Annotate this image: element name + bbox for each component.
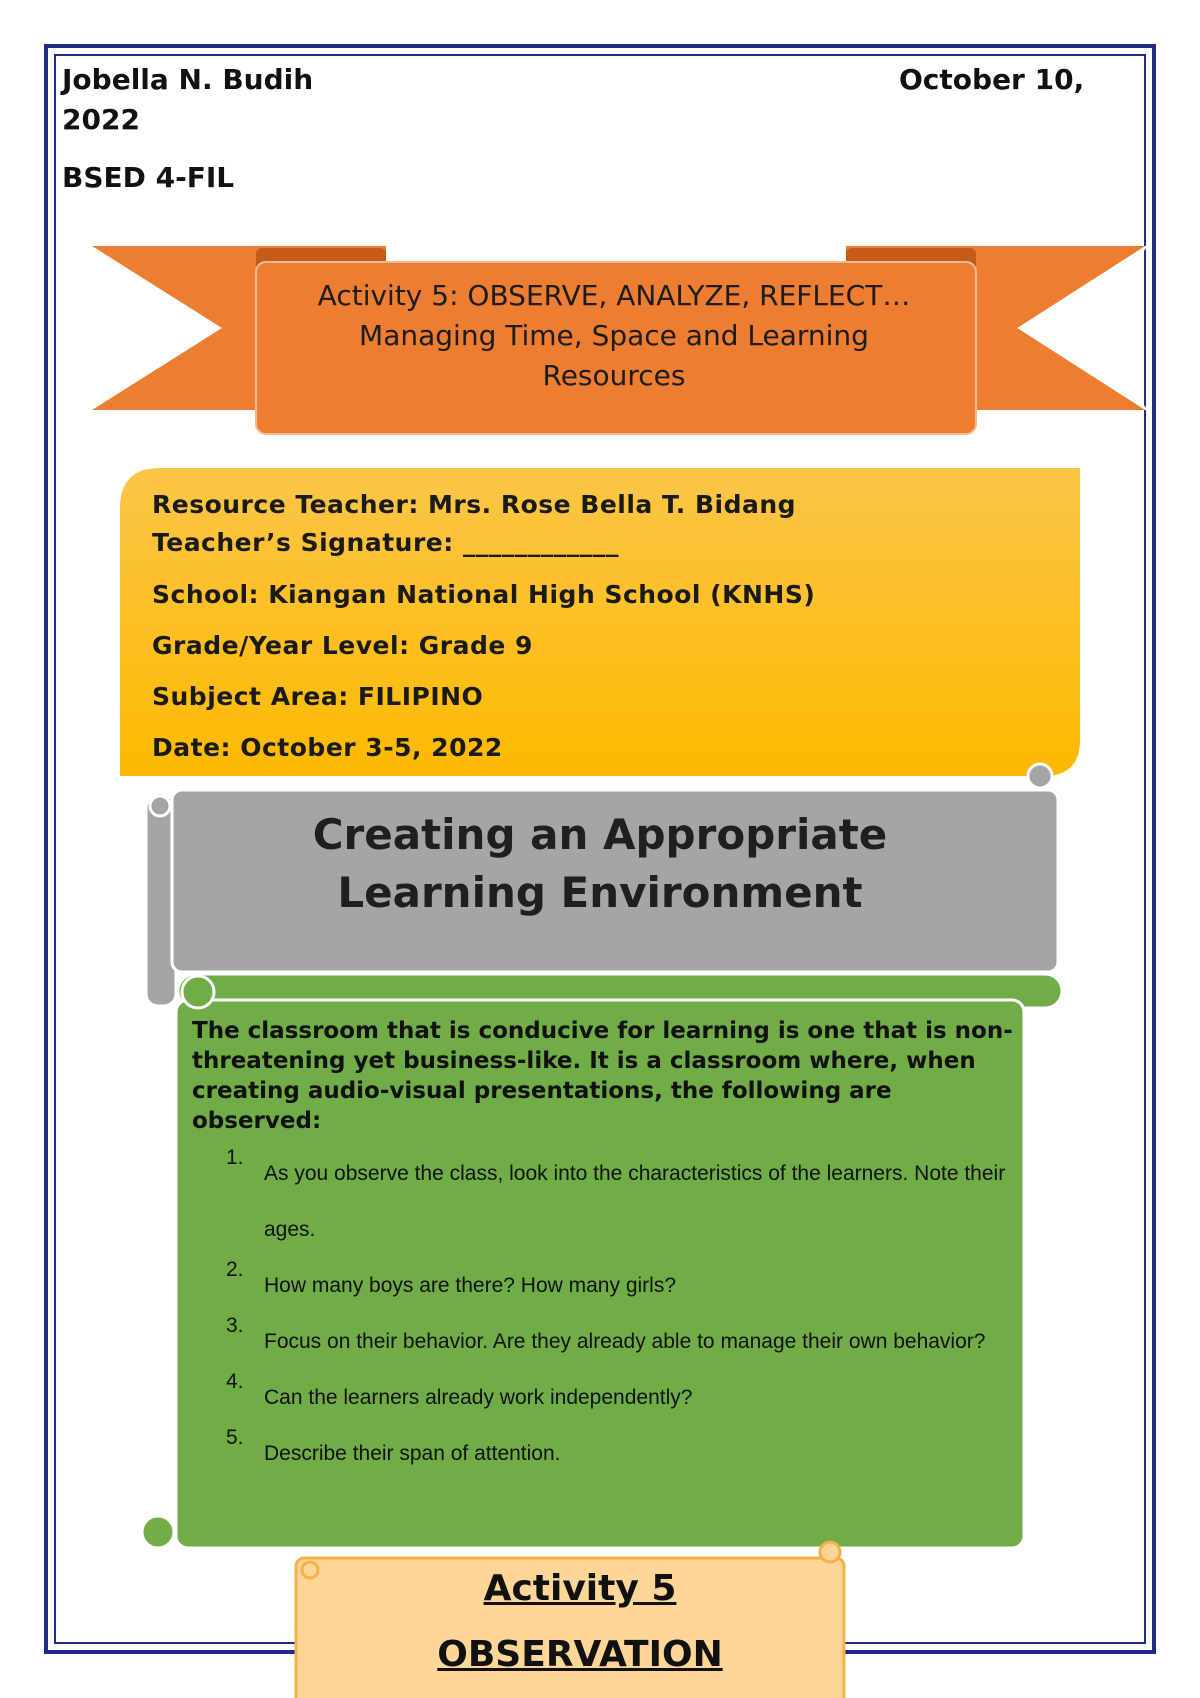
course-section: BSED 4-FIL	[62, 161, 235, 194]
list-item-text: Can the learners already work independently?	[264, 1386, 693, 1409]
list-item-number: 4.	[226, 1370, 244, 1393]
activity-subtitle: OBSERVATION	[437, 1634, 723, 1675]
list-item-number: 1.	[226, 1146, 244, 1169]
grade-level: Grade/Year Level: Grade 9	[152, 631, 533, 660]
intro-paragraph: The classroom that is conducive for learning is one that is non-threatening yet business-like. It is a classroom where, when creating audio-visual presentations, the following are observed:	[192, 1018, 1013, 1134]
teacher-signature: Teacher’s Signature: ____________	[152, 528, 619, 557]
list-item-text: As you observe the class, look into the characteristics of the learners. Note their ages.	[264, 1162, 1006, 1241]
observation-date: Date: October 3-5, 2022	[152, 733, 503, 762]
section-title-line2: Learning Environment	[337, 868, 863, 917]
school-name: School: Kiangan National High School (KNHS)	[152, 580, 816, 609]
list-item-text: Describe their span of attention.	[264, 1442, 561, 1465]
list-item-number: 3.	[226, 1314, 244, 1337]
ribbon-title-line3: Resources	[542, 359, 686, 392]
list-item-number: 5.	[226, 1426, 244, 1449]
ribbon-title-line1: Activity 5: OBSERVE, ANALYZE, REFLECT…	[317, 279, 911, 312]
list-item-text: How many boys are there? How many girls?	[264, 1274, 677, 1297]
date-header: October 10,	[899, 63, 1085, 96]
list-item-number: 2.	[226, 1258, 244, 1281]
list-item-text: Focus on their behavior. Are they already able to manage their own behavior?	[264, 1330, 986, 1353]
activity-title: Activity 5	[483, 1568, 677, 1609]
student-name: Jobella N. Budih	[62, 63, 314, 96]
resource-teacher: Resource Teacher: Mrs. Rose Bella T. Bidang	[152, 490, 797, 519]
ribbon-title-line2: Managing Time, Space and Learning	[359, 319, 869, 352]
date-header-year: 2022	[62, 103, 140, 136]
section-title-line1: Creating an Appropriate	[312, 810, 888, 859]
subject-area: Subject Area: FILIPINO	[152, 682, 484, 711]
